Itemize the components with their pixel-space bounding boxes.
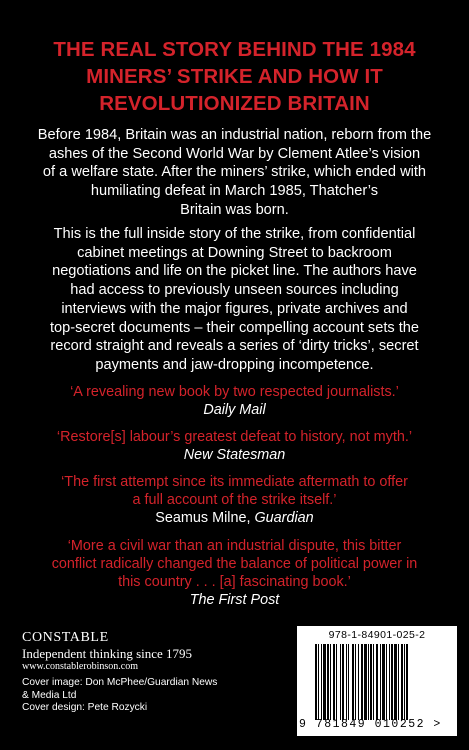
- quote-text: ‘The first attempt since its immediate aftermath to offer: [61, 474, 408, 490]
- barcode-icon: [315, 644, 449, 720]
- headline-line: REVOLUTIONIZED BRITAIN: [99, 92, 370, 115]
- text-line: Britain was born.: [180, 201, 289, 218]
- text-line: record straight and reveals a series of ‘dirty tricks’, secret: [50, 338, 419, 355]
- text-line: negotiations and life on the picket line. The authors have: [52, 263, 417, 280]
- text-line: top-secret documents – their compelling account sets the: [49, 319, 420, 336]
- quote-text: ‘More a civil war than an industrial dispute, this bitter: [67, 538, 402, 554]
- isbn-barcode-box: [297, 626, 457, 736]
- blurb-paragraph-1: [24, 126, 445, 220]
- credit-line: Cover image: Don McPhee/Guardian News: [22, 677, 218, 688]
- publisher-url: www.constablerobinson.com: [22, 661, 138, 672]
- quote-source-publication: Guardian: [254, 510, 314, 526]
- quote-text: ‘Restore[s] labour’s greatest defeat to history, not myth.’: [56, 429, 413, 445]
- review-quote: [18, 537, 451, 609]
- text-line: ashes of the Second World War by Clement Atlee’s vision: [48, 145, 421, 162]
- quote-text: a full account of the strike itself.’: [132, 492, 337, 508]
- headline-line: THE REAL STORY BEHIND THE 1984: [53, 38, 416, 61]
- quote-source: The First Post: [189, 592, 280, 608]
- barcode-digits: 9 781849 010252 >: [299, 718, 442, 731]
- quote-source: [18, 509, 451, 527]
- text-line: Before 1984, Britain was an industrial nation, reborn from the: [37, 127, 432, 143]
- publisher-tagline: Independent thinking since 1795: [22, 646, 193, 661]
- review-quote: [18, 473, 451, 527]
- quote-text: this country . . . [a] fascinating book.’: [118, 574, 351, 590]
- text-line: cabinet meetings at Downing Street to backroom: [77, 244, 392, 261]
- quote-source-name: Seamus Milne,: [155, 510, 251, 526]
- isbn-number: 978-1-84901-025-2: [328, 629, 426, 641]
- publisher-name: CONSTABLE: [22, 630, 109, 645]
- quote-source: New Statesman: [183, 447, 286, 463]
- text-line: payments and jaw-dropping incompetence.: [95, 356, 374, 373]
- review-quote: [18, 428, 451, 464]
- text-line: interviews with the major figures, private archives and: [61, 300, 408, 317]
- quote-text: conflict radically changed the balance of political power in: [51, 556, 418, 572]
- blurb-paragraph-2: [24, 225, 445, 375]
- headline-line: MINERS’ STRIKE AND HOW IT: [86, 65, 383, 88]
- text-line: had access to previously unseen sources including: [70, 282, 399, 299]
- review-quote: [18, 383, 451, 419]
- credit-line: & Media Ltd: [22, 689, 77, 701]
- cover-credits: [22, 677, 242, 715]
- quote-source: Daily Mail: [203, 402, 266, 418]
- text-line: This is the full inside story of the strike, from confidential: [53, 226, 416, 242]
- text-line: humiliating defeat in March 1985, Thatcher’s: [90, 183, 379, 200]
- publisher-block: [22, 630, 262, 673]
- quote-text: ‘A revealing new book by two respected journalists.’: [70, 384, 399, 400]
- headline: [18, 36, 451, 117]
- credit-line: Cover design: Pete Rozycki: [22, 702, 148, 714]
- text-line: of a welfare state. After the miners’ strike, which ended with: [42, 164, 427, 181]
